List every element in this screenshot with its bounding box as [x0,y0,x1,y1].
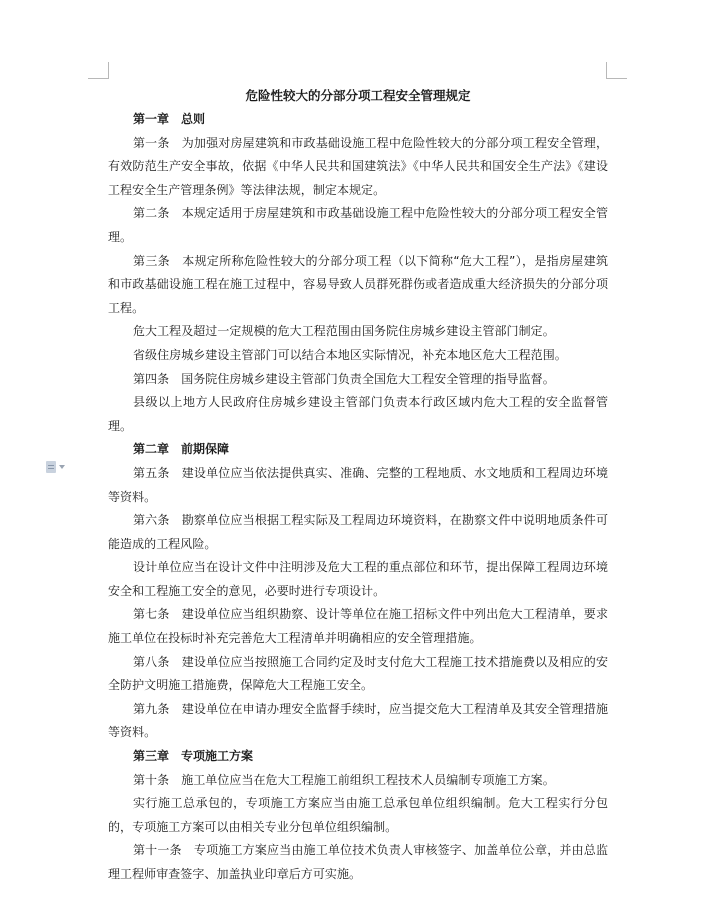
paragraph: 县级以上地方人民政府住房城乡建设主管部门负责本行政区域内危大工程的安全监督管理。 [108,395,608,433]
document-body [108,84,608,887]
margin-corner-top-right [606,62,627,79]
paragraph: 省级住房城乡建设主管部门可以结合本地区实际情况，补充本地区危大工程范围。 [133,347,567,362]
margin-corner-top-left [88,62,109,79]
document-icon [46,461,56,473]
paragraph: 第一条 为加强对房屋建筑和市政基础设施工程中危险性较大的分部分项工程安全管理，有效防范生产安全事故，依据《中华人民共和国建筑法》《中华人民共和国安全生产法》《建设工程安全生产管理条例》等法律法规，制定本规定。 [108,135,608,197]
paragraph: 第十条 施工单位应当在危大工程施工前组织工程技术人员编制专项施工方案。 [133,772,555,787]
chapter-heading-1: 第一章 总则 [133,112,206,126]
chapter-heading-3: 第三章 专项施工方案 [133,749,254,764]
chapter-heading-2: 第二章 前期保障 [133,442,230,457]
paragraph: 实行施工总承包的，专项施工方案应当由施工总承包单位组织编制。危大工程实行分包的，专项施工方案可以由相关专业分包单位组织编制。 [108,796,608,834]
paragraph: 设计单位应当在设计文件中注明涉及危大工程的重点部位和环节，提出保障工程周边环境安全和工程施工安全的意见，必要时进行专项设计。 [108,560,608,598]
document-title: 危险性较大的分部分项工程安全管理规定 [245,88,471,103]
paragraph: 第三条 本规定所称危险性较大的分部分项工程（以下简称“危大工程”），是指房屋建筑和市政基础设施工程在施工过程中，容易导致人员群死群伤或者造成重大经济损失的分部分项工程。 [108,253,608,315]
document-options-icon[interactable] [46,460,72,474]
paragraph: 第十一条 专项施工方案应当由施工单位技术负责人审核签字、加盖单位公章，并由总监理工程师审查签字、加盖执业印章后方可实施。 [108,843,608,881]
paragraph: 第四条 国务院住房城乡建设主管部门负责全国危大工程安全管理的指导监督。 [133,371,555,386]
paragraph: 危大工程及超过一定规模的危大工程范围由国务院住房城乡建设主管部门制定。 [133,324,555,339]
paragraph: 第八条 建设单位应当按照施工合同约定及时支付危大工程施工技术措施费以及相应的安全防护文明施工措施费，保障危大工程施工安全。 [108,654,608,693]
paragraph: 第七条 建设单位应当组织勘察、设计等单位在施工招标文件中列出危大工程清单，要求施工单位在投标时补充完善危大工程清单并明确相应的安全管理措施。 [108,607,608,646]
chevron-down-icon [59,465,65,469]
paragraph: 第六条 勘察单位应当根据工程实际及工程周边环境资料，在勘察文件中说明地质条件可能造成的工程风险。 [108,513,608,551]
paragraph: 第九条 建设单位在申请办理安全监督手续时，应当提交危大工程清单及其安全管理措施等资料。 [108,701,608,740]
paragraph: 第二条 本规定适用于房屋建筑和市政基础设施工程中危险性较大的分部分项工程安全管理。 [108,206,608,244]
paragraph: 第五条 建设单位应当依法提供真实、准确、完整的工程地质、水文地质和工程周边环境等资料。 [108,465,608,504]
